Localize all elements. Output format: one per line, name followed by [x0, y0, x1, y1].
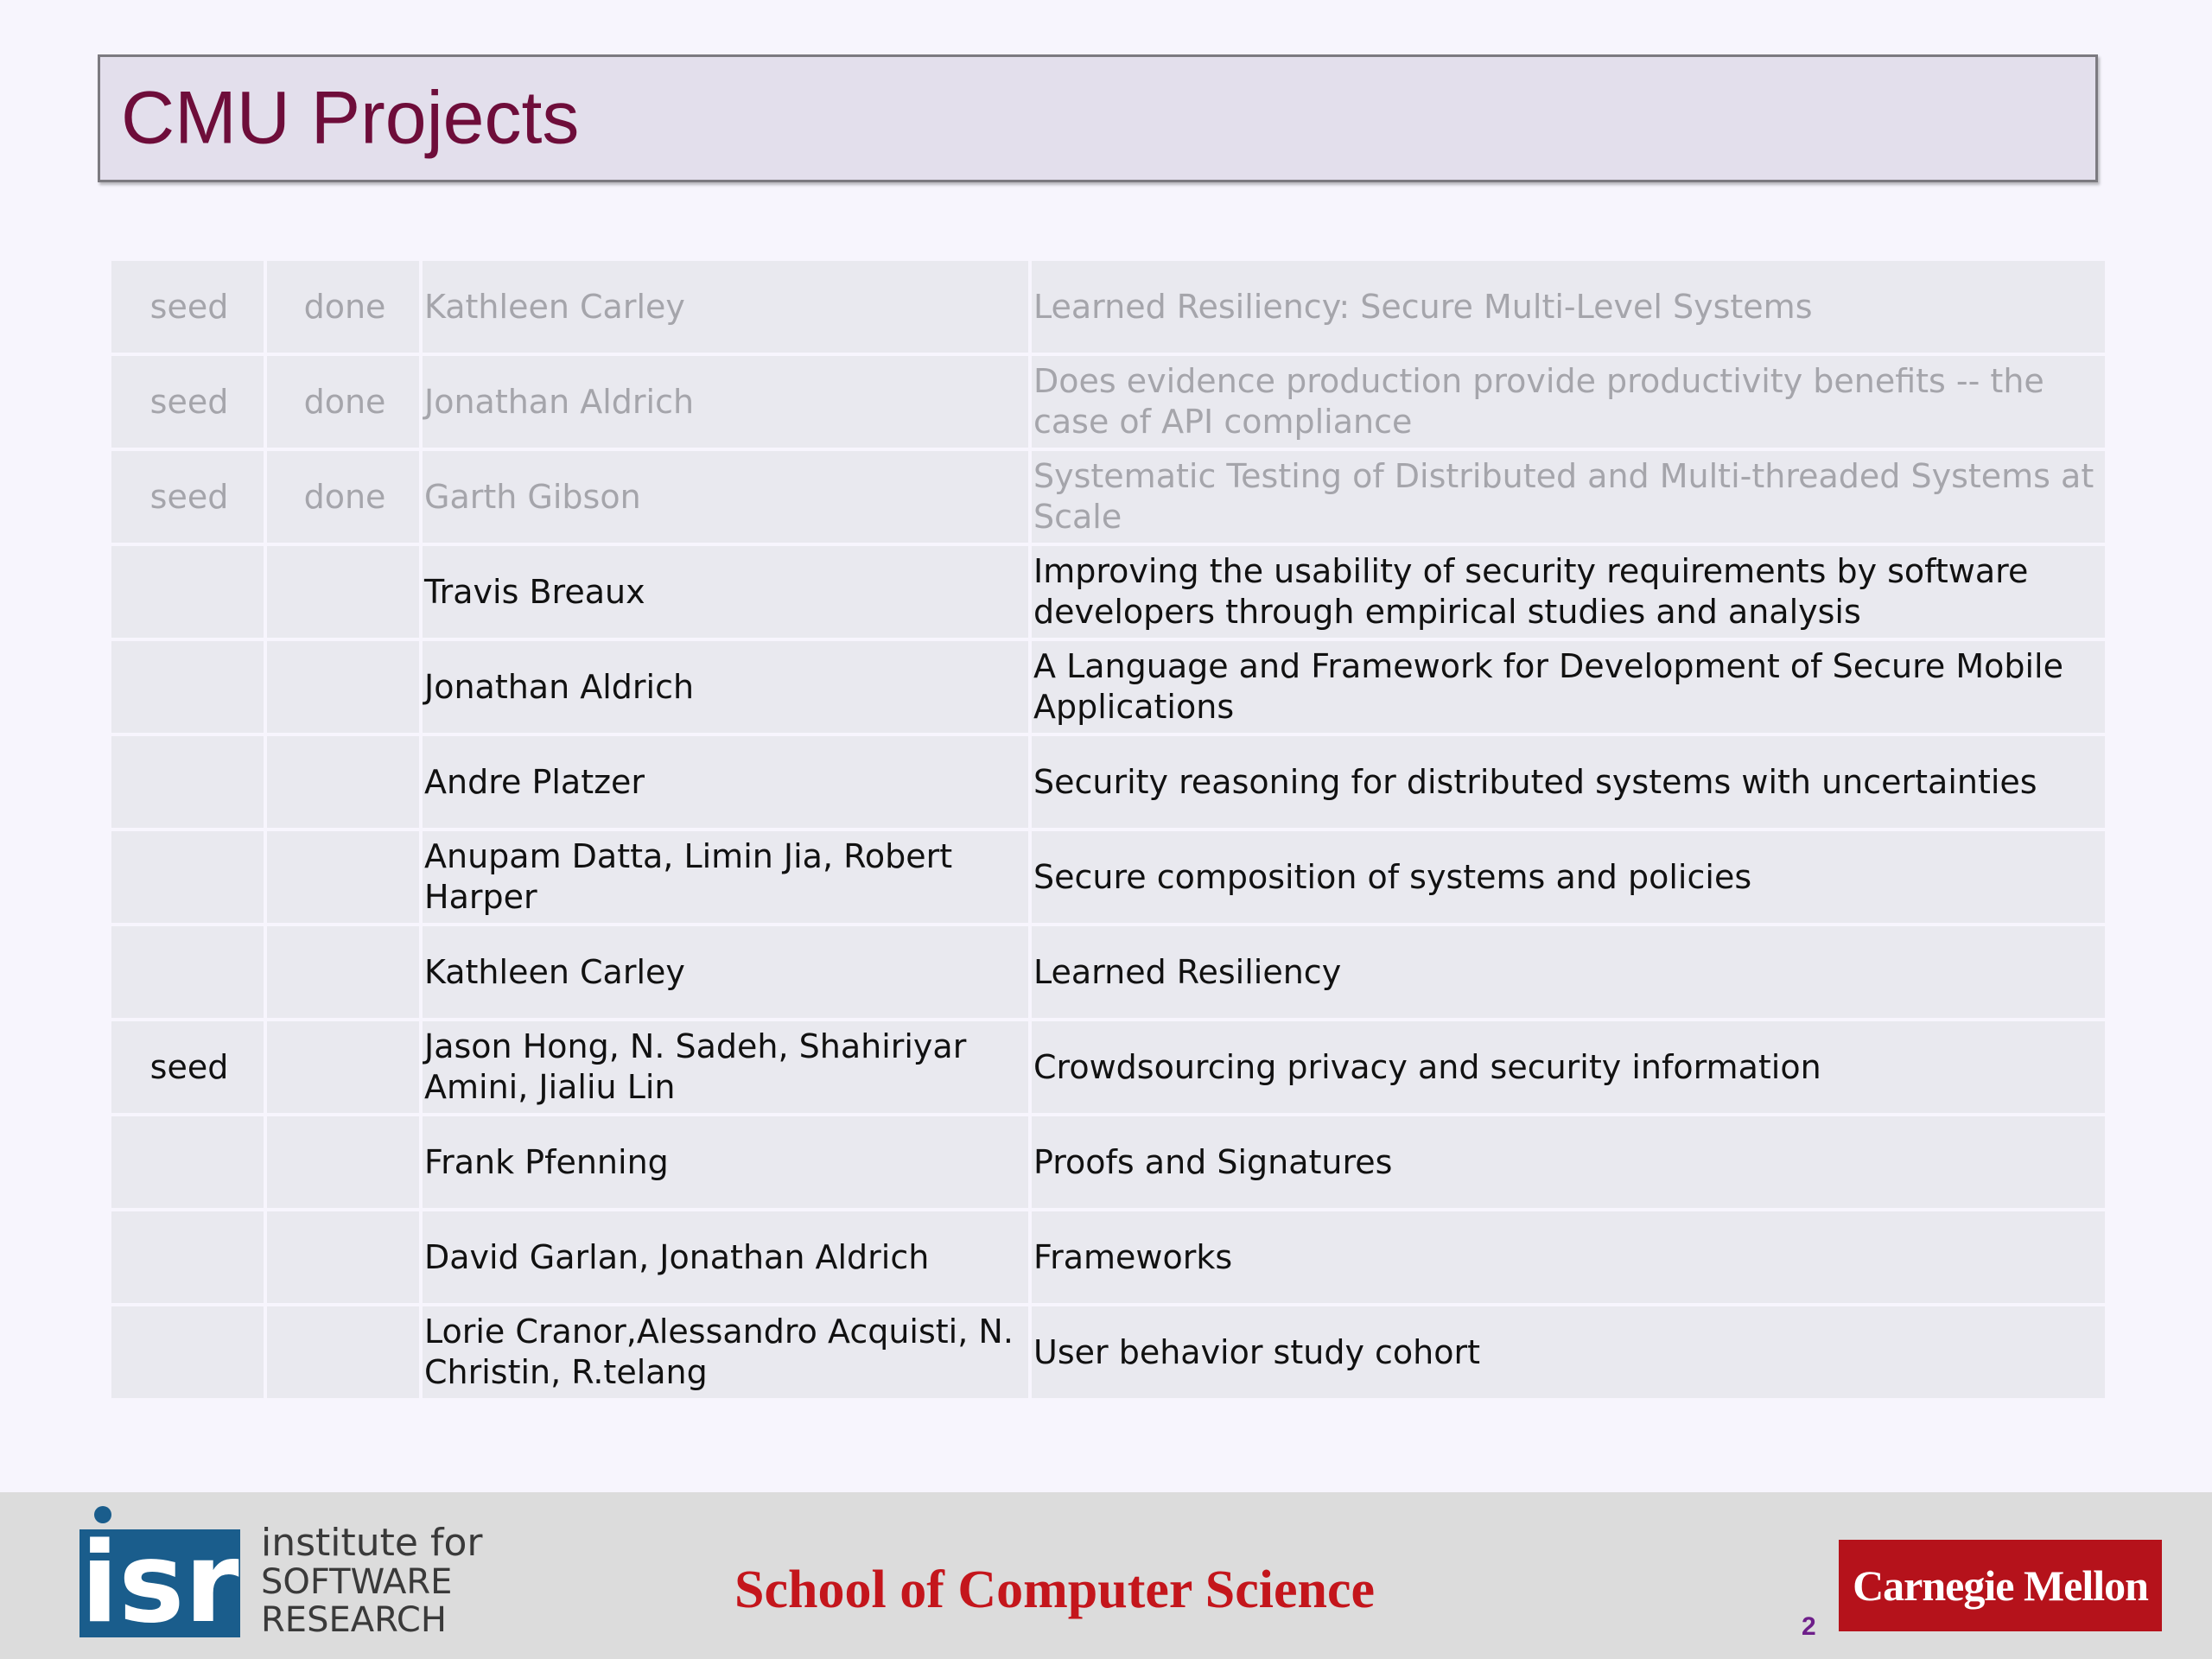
seed-cell: [111, 1211, 264, 1303]
project-title-cell: User behavior study cohort: [1032, 1306, 2105, 1398]
seed-cell: seed: [111, 451, 264, 543]
cmu-logo: [1839, 1540, 2162, 1631]
investigators-cell: Lorie Cranor,Alessandro Acquisti, N. Christin, R.telang: [423, 1306, 1028, 1398]
svg-text:RESEARCH: RESEARCH: [261, 1600, 447, 1640]
status-cell: [267, 1021, 419, 1113]
svg-text:SOFTWARE: SOFTWARE: [261, 1562, 453, 1602]
status-cell: [267, 831, 419, 923]
investigators-cell: Anupam Datta, Limin Jia, Robert Harper: [423, 831, 1028, 923]
investigators-cell: Jonathan Aldrich: [423, 356, 1028, 448]
status-cell: [267, 546, 419, 638]
status-cell: done: [267, 451, 419, 543]
investigators-cell: David Garlan, Jonathan Aldrich: [423, 1211, 1028, 1303]
page-number: 2: [1802, 1612, 1816, 1641]
isr-logo: [79, 1502, 483, 1648]
investigators-cell: Garth Gibson: [423, 451, 1028, 543]
projects-table: [111, 261, 2100, 1398]
project-title-cell: Improving the usability of security requirements by software developers through empirical studies and analysis: [1032, 546, 2105, 638]
project-title-cell: Does evidence production provide productivity benefits -- the case of API compliance: [1032, 356, 2105, 448]
investigators-cell: Jason Hong, N. Sadeh, Shahiriyar Amini, Jialiu Lin: [423, 1021, 1028, 1113]
status-cell: [267, 641, 419, 733]
project-title-cell: A Language and Framework for Development of Secure Mobile Applications: [1032, 641, 2105, 733]
svg-text:isr: isr: [80, 1519, 239, 1648]
status-cell: done: [267, 356, 419, 448]
project-title-cell: Proofs and Signatures: [1032, 1116, 2105, 1208]
seed-cell: [111, 926, 264, 1018]
status-cell: [267, 1116, 419, 1208]
seed-cell: [111, 641, 264, 733]
project-title-cell: Crowdsourcing privacy and security information: [1032, 1021, 2105, 1113]
title-bar: [98, 54, 2098, 182]
seed-cell: [111, 546, 264, 638]
seed-cell: [111, 1306, 264, 1398]
project-title-cell: Systematic Testing of Distributed and Multi-threaded Systems at Scale: [1032, 451, 2105, 543]
seed-cell: [111, 1116, 264, 1208]
project-title-cell: Learned Resiliency: [1032, 926, 2105, 1018]
investigators-cell: Travis Breaux: [423, 546, 1028, 638]
page-title: CMU Projects: [121, 76, 580, 160]
svg-text:institute for: institute for: [261, 1521, 483, 1565]
investigators-cell: Kathleen Carley: [423, 261, 1028, 353]
project-title-cell: Secure composition of systems and policies: [1032, 831, 2105, 923]
seed-cell: [111, 831, 264, 923]
investigators-cell: Andre Platzer: [423, 736, 1028, 828]
status-cell: done: [267, 261, 419, 353]
status-cell: [267, 1306, 419, 1398]
investigators-cell: Kathleen Carley: [423, 926, 1028, 1018]
project-title-cell: Frameworks: [1032, 1211, 2105, 1303]
status-cell: [267, 926, 419, 1018]
school-name: School of Computer Science: [734, 1560, 1376, 1619]
investigators-cell: Jonathan Aldrich: [423, 641, 1028, 733]
seed-cell: seed: [111, 1021, 264, 1113]
seed-cell: seed: [111, 356, 264, 448]
project-title-cell: Learned Resiliency: Secure Multi-Level Systems: [1032, 261, 2105, 353]
cmu-logo-text: Carnegie Mellon: [1853, 1561, 2148, 1610]
status-cell: [267, 1211, 419, 1303]
investigators-cell: Frank Pfenning: [423, 1116, 1028, 1208]
seed-cell: [111, 736, 264, 828]
seed-cell: seed: [111, 261, 264, 353]
project-title-cell: Security reasoning for distributed systems with uncertainties: [1032, 736, 2105, 828]
status-cell: [267, 736, 419, 828]
